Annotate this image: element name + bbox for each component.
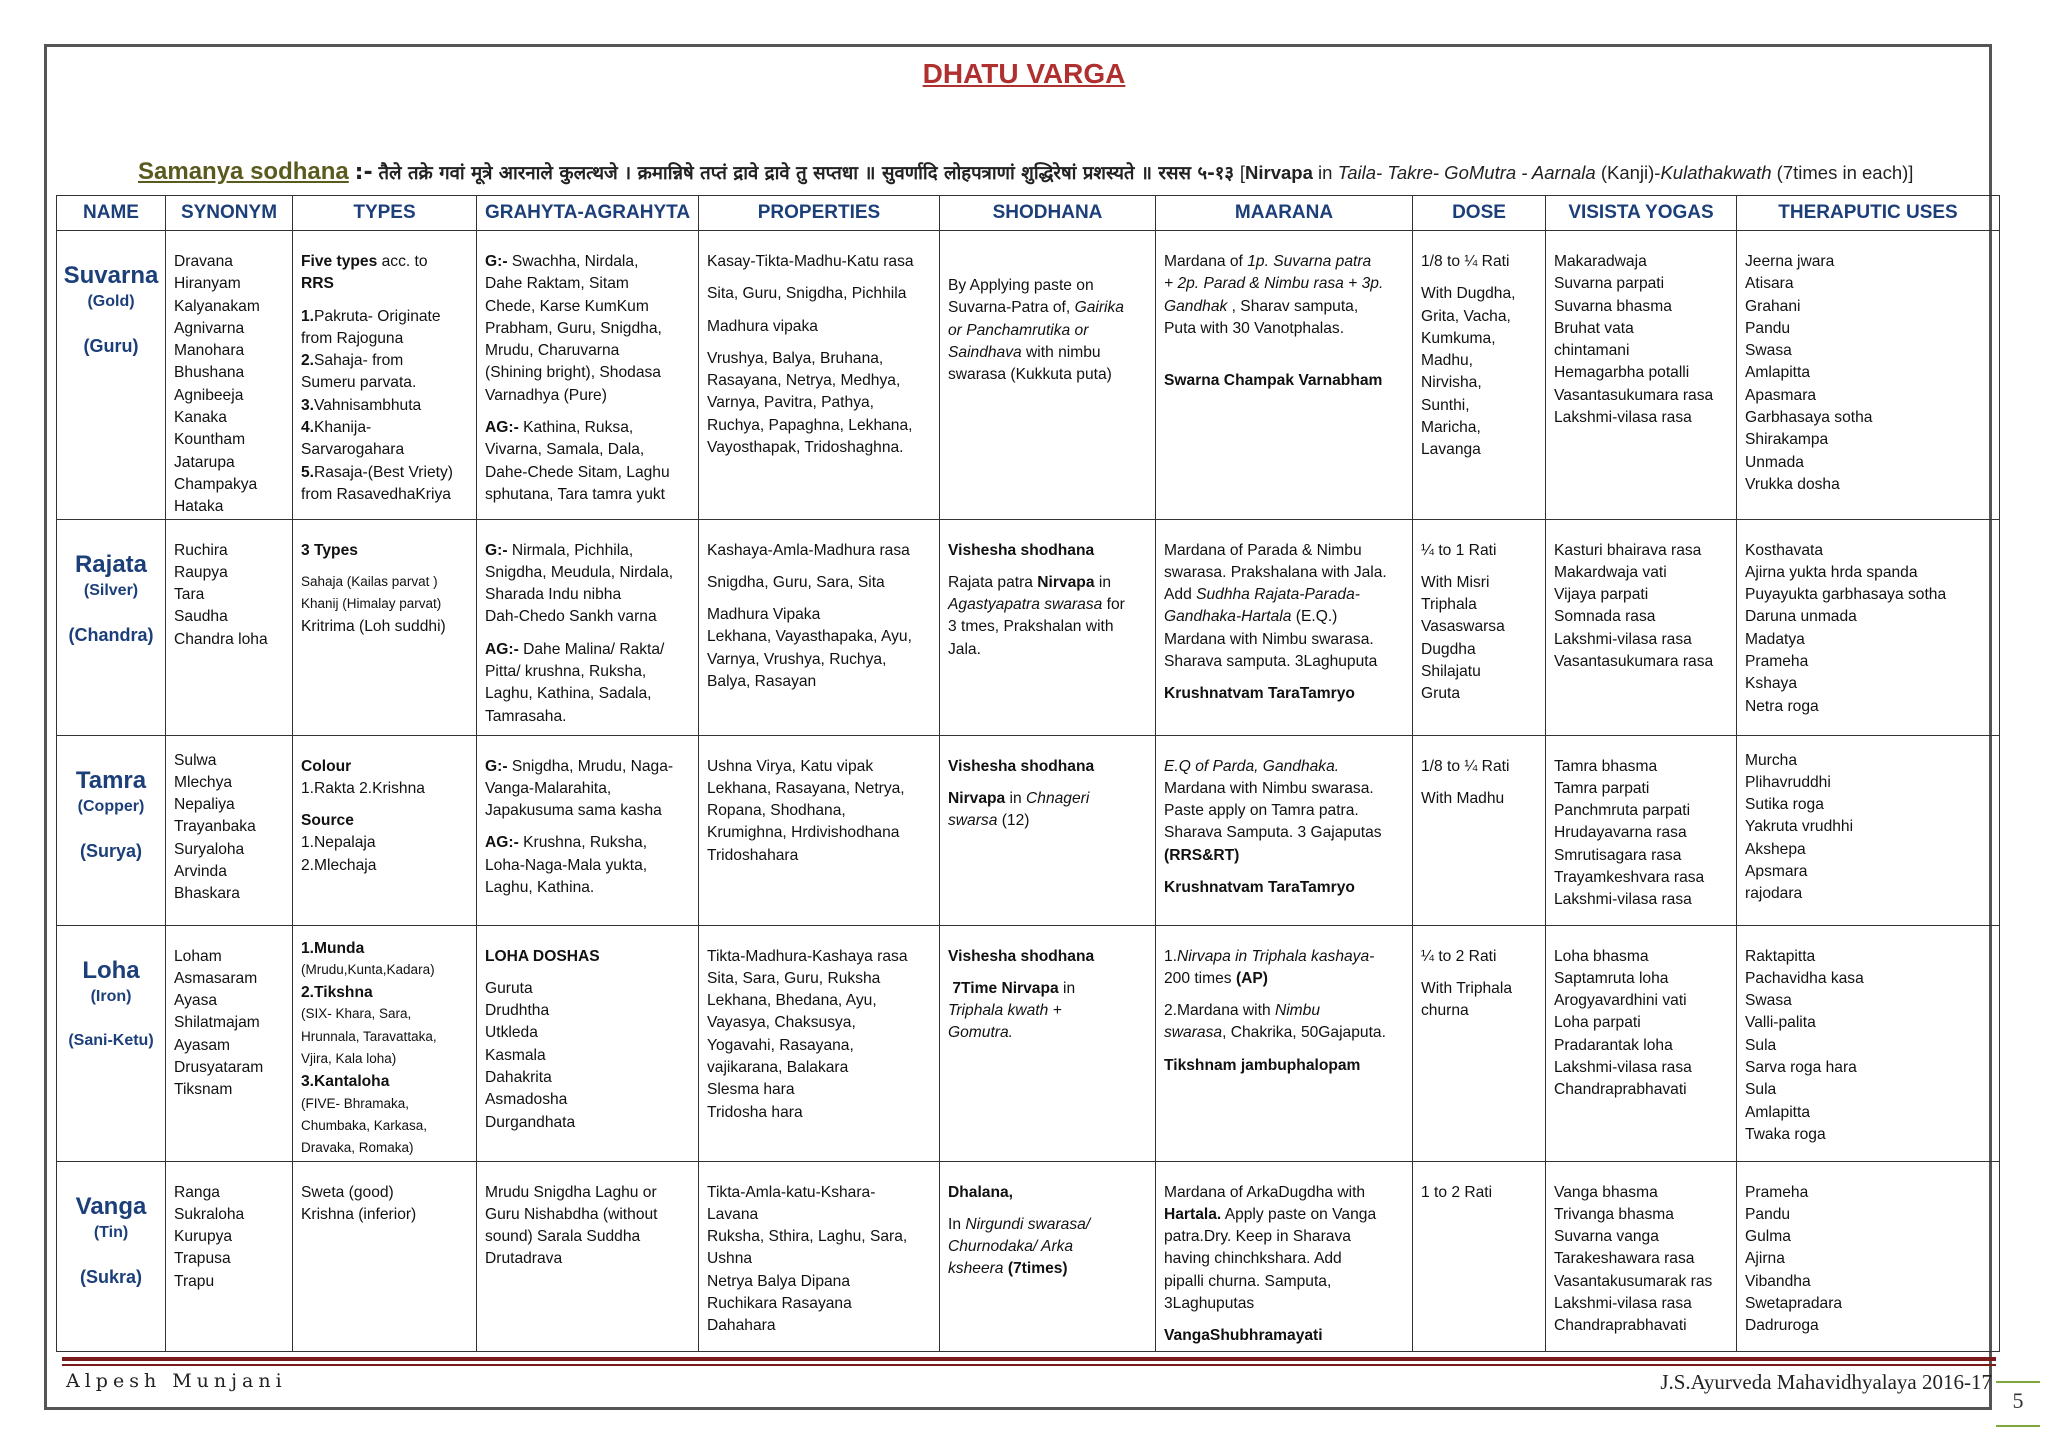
properties-cell: Tikta-Madhura-Kashaya rasa Sita, Sara, Guru, Ruksha Lekhana, Bhedana, Ayu, Vayasya, Chaksusya, Yogavahi, Rasayana, vajikarana, Balakara Slesma hara Tridosha hara [699, 925, 940, 1161]
uses-cell: Prameha Pandu Gulma Ajirna Vibandha Swetapradara Dadruroga [1737, 1161, 2000, 1351]
page-number-rule-top [1996, 1381, 2040, 1383]
maarana-cell: 1.Nirvapa in Triphala kashaya- 200 times (AP) 2.Mardana with Nimbu swarasa, Chakrika, 50Gajaputa. Tikshnam jambuphalopam [1156, 925, 1413, 1161]
table-row-loha [57, 925, 2000, 1161]
shodhana-cell: Dhalana, In Nirgundi swarasa/ Churnodaka/ Arka ksheera (7times) [940, 1161, 1156, 1351]
samanya-label: Samanya sodhana [138, 158, 349, 185]
metal-english: (Iron) [90, 987, 132, 1005]
metal-planet: (Surya) [79, 840, 142, 861]
types-cell: 3 Types Sahaja (Kailas parvat ) Khanij (Himalay parvat) Kritrima (Loh suddhi) [293, 519, 477, 735]
metal-name-cell [57, 735, 166, 925]
dose-cell: ¼ to 2 Rati With Triphala churna [1413, 925, 1546, 1161]
footer-author: Alpesh Munjani [66, 1370, 287, 1392]
metal-name-cell [57, 925, 166, 1161]
maarana-cell: Mardana of Parada & Nimbu swarasa. Prakshalana with Jala. Add Sudhha Rajata-Parada- Gandhaka-Hartala (E.Q.) Mardana with Nimbu swarasa. Sharava samputa. 3Laghuputa Krushnatvam TaraTamryo [1156, 519, 1413, 735]
dose-cell: 1/8 to ¼ Rati With Madhu [1413, 735, 1546, 925]
metal-english: (Gold) [87, 293, 135, 310]
uses-cell: Kosthavata Ajirna yukta hrda spanda Puyayukta garbhasaya sotha Daruna unmada Madatya Prameha Kshaya Netra roga [1737, 519, 2000, 735]
yogas-cell: Vanga bhasma Trivanga bhasma Suvarna vanga Tarakeshawara rasa Vasantakusumarak ras Lakshmi-vilasa rasa Chandraprabhavati [1546, 1161, 1737, 1351]
samanya-shloka: तैले तक्रे गवां मूत्रे आरनाले कुलत्थजे । क्रमान्निषे तप्तं द्रावे द्रावे तु सप्तधा ॥ सुवर्णादि लोहपत्राणां शुद्धिरेषां प्रशस्यते ॥ रसस ५-१३ [378, 163, 1234, 184]
page-number: 5 [2012, 1388, 2024, 1413]
page-number-rule-bottom [1996, 1425, 2040, 1427]
header-properties: PROPERTIES [699, 196, 940, 231]
metal-planet: (Sukra) [79, 1266, 142, 1287]
uses-cell: Murcha Plihavruddhi Sutika roga Yakruta vrudhhi Akshepa Apsmara rajodara [1737, 735, 2000, 925]
header-types: TYPES [293, 196, 477, 231]
maarana-cell: Mardana of ArkaDugdha with Hartala. Apply paste on Vanga patra.Dry. Keep in Sharava having chinchkshara. Add pipalli churna. Samputa, 3Laghuputas VangaShubhramayati [1156, 1161, 1413, 1351]
synonym-cell: Dravana Hiranyam Kalyanakam Agnivarna Manohara Bhushana Agnibeeja Kanaka Kountham Jatarupa Champakya Hataka [166, 231, 293, 520]
header-uses: THERAPUTIC USES [1737, 196, 2000, 231]
samanya-note: [Nirvapa in Taila- Takre- GoMutra - Aarnala (Kanji)-Kulathakwath (7times in each)] [1239, 162, 1914, 183]
yogas-cell: Makaradwaja Suvarna parpati Suvarna bhasma Bruhat vata chintamani Hemagarbha potalli Vasantasukumara rasa Lakshmi-vilasa rasa [1546, 231, 1737, 520]
yogas-cell: Tamra bhasma Tamra parpati Panchmruta parpati Hrudayavarna rasa Smrutisagara rasa Trayamkeshvara rasa Lakshmi-vilasa rasa [1546, 735, 1737, 925]
metal-english: (Silver) [83, 581, 139, 599]
grahyta-cell: Mrudu Snigdha Laghu or Guru Nishabdha (without sound) Sarala Suddha Drutadrava [477, 1161, 699, 1351]
footer-rule-thin [62, 1364, 1996, 1366]
metal-name: Vanga [75, 1192, 147, 1220]
header-name: NAME [57, 196, 166, 231]
header-grahyta: GRAHYTA-AGRAHYTA [477, 196, 699, 231]
shodhana-cell: By Applying paste on Suvarna-Patra of, Gairika or Panchamrutika or Saindhava with nimbu swarasa (Kukkuta puta) [940, 231, 1156, 520]
metal-name: Suvarna [63, 262, 159, 289]
shodhana-cell: Vishesha shodhana Nirvapa in Chnageri swarsa (12) [940, 735, 1156, 925]
samanya-separator: :- [354, 160, 373, 185]
metal-planet: (Sani-Ketu) [68, 1031, 154, 1049]
synonym-cell: Ruchira Raupya Tara Saudha Chandra loha [166, 519, 293, 735]
metal-name: Tamra [75, 766, 147, 794]
shodhana-cell: Vishesha shodhana Rajata patra Nirvapa in Agastyapatra swarasa for 3 tmes, Prakshalan with Jala. [940, 519, 1156, 735]
table-row-tamra [57, 735, 2000, 925]
table-row-rajata [57, 519, 2000, 735]
uses-cell: Raktapitta Pachavidha kasa Swasa Valli-palita Sula Sarva roga hara Sula Amlapitta Twaka roga [1737, 925, 2000, 1161]
header-dose: DOSE [1413, 196, 1546, 231]
footer-rule-thick [62, 1357, 1996, 1361]
properties-cell: Tikta-Amla-katu-Kshara- Lavana Ruksha, Sthira, Laghu, Sara, Ushna Netrya Balya Dipana Ruchikara Rasayana Dahahara [699, 1161, 940, 1351]
synonym-cell: Ranga Sukraloha Kurupya Trapusa Trapu [166, 1161, 293, 1351]
dose-cell: ¼ to 1 Rati With Misri Triphala Vasaswarsa Dugdha Shilajatu Gruta [1413, 519, 1546, 735]
metal-name-cell [57, 1161, 166, 1351]
dhatu-table [56, 195, 2000, 1352]
types-cell: Colour 1.Rakta 2.Krishna Source 1.Nepalaja 2.Mlechaja [293, 735, 477, 925]
metal-english: (Copper) [77, 797, 145, 815]
metal-name: Loha [82, 956, 140, 984]
metal-name: Rajata [74, 550, 148, 578]
table-row-suvarna [57, 231, 2000, 520]
properties-cell: Kashaya-Amla-Madhura rasa Snigdha, Guru, Sara, Sita Madhura Vipaka Lekhana, Vayasthapaka, Ayu, Varnya, Vrushya, Ruchya, Balya, Rasayan [699, 519, 940, 735]
metal-planet: (Guru) [83, 336, 139, 356]
page-title: DHATU VARGA [922, 58, 1126, 89]
types-cell: 1.Munda (Mrudu,Kunta,Kadara) 2.Tikshna (SIX- Khara, Sara, Hrunnala, Taravattaka, Vjira, Kala loha) 3.Kantaloha (FIVE- Bhramaka, Chumbaka, Karkasa, Dravaka, Romaka) [293, 925, 477, 1161]
metal-planet: (Chandra) [68, 624, 154, 645]
header-maarana: MAARANA [1156, 196, 1413, 231]
footer-institution: J.S.Ayurveda Mahavidhyalaya 2016-17 [1660, 1370, 1992, 1394]
header-synonym: SYNONYM [166, 196, 293, 231]
grahyta-cell: G:- Nirmala, Pichhila, Snigdha, Meudula, Nirdala, Sharada Indu nibha Dah-Chedo Sankh varna AG:- Dahe Malina/ Rakta/ Pitta/ krushna, Ruksha, Laghu, Kathina, Sadala, Tamrasaha. [477, 519, 699, 735]
maarana-cell: Mardana of 1p. Suvarna patra + 2p. Parad & Nimbu rasa + 3p. Gandhak , Sharav samputa, Puta with 30 Vanotphalas. Swarna Champak Varnabham [1156, 231, 1413, 520]
synonym-cell: Loham Asmasaram Ayasa Shilatmajam Ayasam Drusyataram Tiksnam [166, 925, 293, 1161]
dose-cell: 1/8 to ¼ Rati With Dugdha, Grita, Vacha, Kumkuma, Madhu, Nirvisha, Sunthi, Maricha, Lavanga [1413, 231, 1546, 520]
types-cell: Sweta (good) Krishna (inferior) [293, 1161, 477, 1351]
maarana-cell: E.Q of Parda, Gandhaka. Mardana with Nimbu swarasa. Paste apply on Tamra patra. Sharava Samputa. 3 Gajaputas (RRS&RT) Krushnatvam TaraTamryo [1156, 735, 1413, 925]
synonym-cell: Sulwa Mlechya Nepaliya Trayanbaka Suryaloha Arvinda Bhaskara [166, 735, 293, 925]
samanya-sodhana-line [138, 158, 1998, 186]
metal-english: (Tin) [93, 1223, 129, 1241]
table-row-vanga [57, 1161, 2000, 1351]
shodhana-cell: Vishesha shodhana 7Time Nirvapa in Triphala kwath + Gomutra. [940, 925, 1156, 1161]
properties-cell: Ushna Virya, Katu vipak Lekhana, Rasayana, Netrya, Ropana, Shodhana, Krumighna, Hrdivishodhana Tridoshahara [699, 735, 940, 925]
uses-cell: Jeerna jwara Atisara Grahani Pandu Swasa Amlapitta Apasmara Garbhasaya sotha Shirakampa Unmada Vrukka dosha [1737, 231, 2000, 520]
grahyta-cell: G:- Swachha, Nirdala, Dahe Raktam, Sitam Chede, Karse KumKum Prabham, Guru, Snigdha, Mrudu, Charuvarna (Shining bright), Shodasa Varnadhya (Pure) AG:- Kathina, Ruksa, Vivarna, Samala, Dala, Dahe-Chede Sitam, Laghu sphutana, Tara tamra yukt [477, 231, 699, 520]
grahyta-cell: G:- Snigdha, Mrudu, Naga- Vanga-Malarahita, Japakusuma sama kasha AG:- Krushna, Ruksha, Loha-Naga-Mala yukta, Laghu, Kathina. [477, 735, 699, 925]
header-row [57, 196, 2000, 231]
yogas-cell: Kasturi bhairava rasa Makardwaja vati Vijaya parpati Somnada rasa Lakshmi-vilasa rasa Vasantasukumara rasa [1546, 519, 1737, 735]
metal-name-cell [57, 231, 166, 520]
yogas-cell: Loha bhasma Saptamruta loha Arogyavardhini vati Loha parpati Pradarantak loha Lakshmi-vilasa rasa Chandraprabhavati [1546, 925, 1737, 1161]
dose-cell: 1 to 2 Rati [1413, 1161, 1546, 1351]
types-cell: Five types acc. to RRS 1.Pakruta- Originate from Rajoguna 2.Sahaja- from Sumeru parvata. 3.Vahnisambhuta 4.Khanija- Sarvarogahara 5.Rasaja-(Best Vriety) from RasavedhaKriya [293, 231, 477, 520]
metal-name-cell [57, 519, 166, 735]
header-shodhana: SHODHANA [940, 196, 1156, 231]
grahyta-cell: LOHA DOSHAS Guruta Drudhtha Utkleda Kasmala Dahakrita Asmadosha Durgandhata [477, 925, 699, 1161]
properties-cell: Kasay-Tikta-Madhu-Katu rasa Sita, Guru, Snigdha, Pichhila Madhura vipaka Vrushya, Balya, Bruhana, Rasayana, Netrya, Medhya, Varnya, Pavitra, Pathya, Ruchya, Papaghna, Lekhana, Vayosthapak, Tridoshaghna. [699, 231, 940, 520]
header-yogas: VISISTA YOGAS [1546, 196, 1737, 231]
